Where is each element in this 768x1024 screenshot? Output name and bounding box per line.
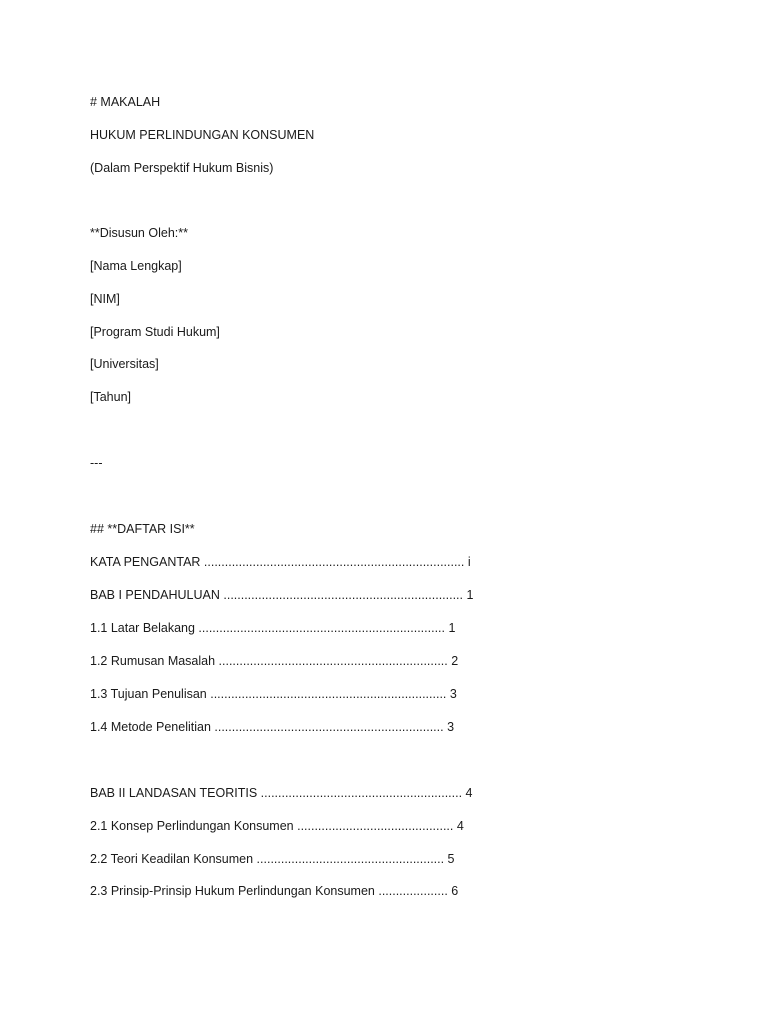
author-university-field: [Universitas] — [90, 357, 159, 371]
toc-entry: KATA PENGANTAR ........................................................................... i — [90, 555, 471, 569]
toc-entry: BAB I PENDAHULUAN ..................................................................... 1 — [90, 588, 474, 602]
document-title: HUKUM PERLINDUNGAN KONSUMEN — [90, 128, 315, 142]
author-program-field: [Program Studi Hukum] — [90, 325, 220, 339]
toc-entry: 1.3 Tujuan Penulisan .................................................................... 3 — [90, 687, 457, 701]
toc-entry: 2.2 Teori Keadilan Konsumen ...................................................... 5 — [90, 852, 455, 866]
toc-entry: BAB II LANDASAN TEORITIS .......................................................... 4 — [90, 786, 473, 800]
toc-heading: ## **DAFTAR ISI** — [90, 522, 195, 536]
document-heading: # MAKALAH — [90, 95, 161, 109]
toc-entry: 2.3 Prinsip-Prinsip Hukum Perlindungan Konsumen .................... 6 — [90, 884, 459, 898]
author-label: **Disusun Oleh:** — [90, 226, 188, 240]
toc-entry: 1.4 Metode Penelitian .................................................................. 3 — [90, 720, 455, 734]
section-separator: --- — [90, 456, 103, 470]
author-nim-field: [NIM] — [90, 292, 120, 306]
author-name-field: [Nama Lengkap] — [90, 259, 182, 273]
toc-entry: 2.1 Konsep Perlindungan Konsumen ............................................. 4 — [90, 819, 464, 833]
author-year-field: [Tahun] — [90, 390, 132, 404]
toc-entry: 1.1 Latar Belakang ....................................................................... 1 — [90, 621, 456, 635]
document-subtitle: (Dalam Perspektif Hukum Bisnis) — [90, 161, 274, 175]
toc-entry: 1.2 Rumusan Masalah .................................................................. 2 — [90, 654, 459, 668]
